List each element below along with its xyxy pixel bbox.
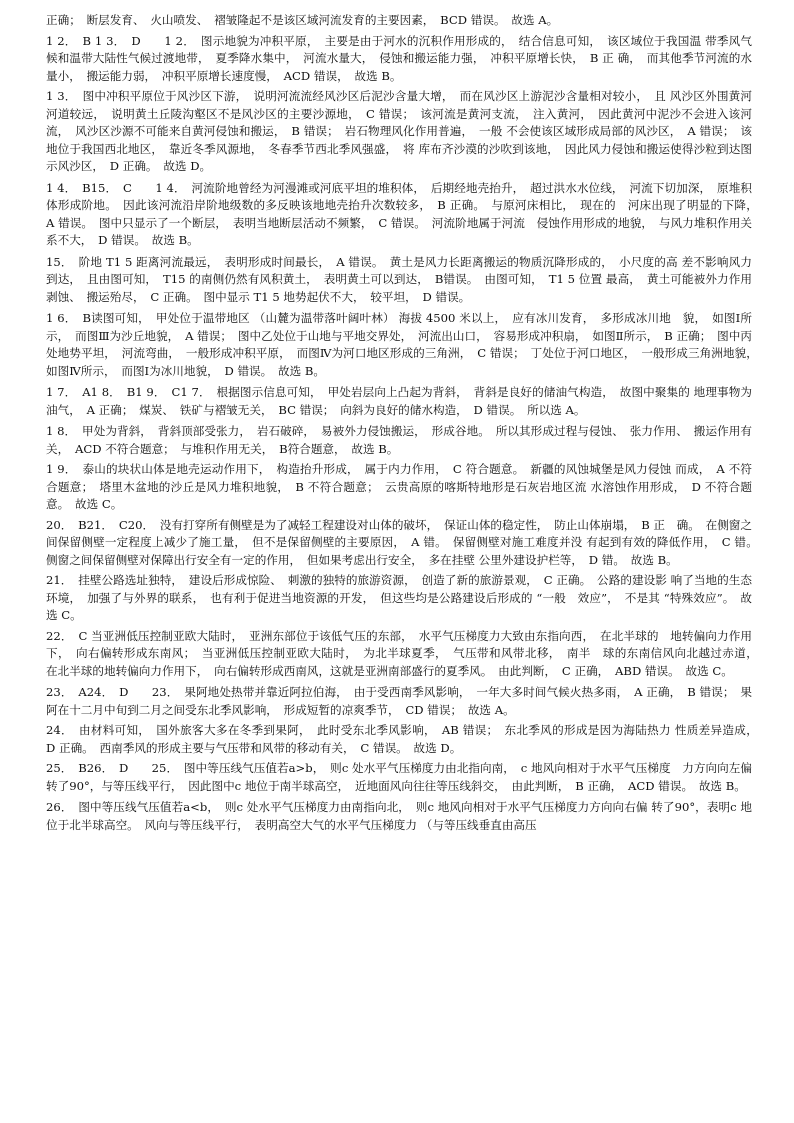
paragraph-q20: 20． B21． C20． 没有打穿所有侧壁是为了减轻工程建设对山体的破坏， 保证山体的稳定性， 防止山体崩塌， B 正 确。 在侧窗之间保留侧壁一定程度上减少了施工量， 但不是保留侧壁的主要原因， A 错。 保留侧壁对施工难度并没 有起到有效的降低作用， C 错。 侧窗之间保留侧壁对保障出行安全有一定的作用， 但如果考虑出行安全， 多在挂壁 公里外建设护栏等， D 错。 故选 B。	[46, 517, 764, 567]
paragraph-q12: 1 2． B 1 3． D 1 2． 图示地貌为冲积平原， 主要是由于河水的沉积作用形成的， 结合信息可知， 该区域位于我国温 带季风气候和温带大陆性气候过渡地带， 夏季降水集中， 河流水量大， 侵蚀和搬运能力强， 冲积平原增长快， B 正 确， 而其他季节河流的水量小， 搬运能力弱， 冲积平原增长速度慢， ACD 错误， 故选 B。	[46, 33, 752, 83]
paragraph-intro: 正确； 断层发育、 火山喷发、 褶皱隆起不是该区域河流发育的主要因素， BCD 错误。 故选 A。	[46, 13, 559, 27]
paragraph-q21: 21． 挂壁公路选址独特， 建设后形成惊险、 刺激的独特的旅游资源， 创造了新的旅游景观， C 正确。 公路的建设影 响了当地的生态环境， 加强了与外界的联系， 也有利于促进当地资源的开发， 但这些均是公路建设后形成的 “一般 效应”， 不是其 “特殊效应”。 故选 C。	[46, 573, 752, 622]
paragraph-q25: 25． B26． D 25． 图中等压线气压值若a>b， 则c 处水平气压梯度力由北指向南， c 地风向相对于水平气压梯度 力方向向左偏转了90°，与等压线平行， 因此图中c 地位于南半球高空， 近地面风向往往等压线斜交， 由此判断， B 正确， ACD 错误。 故选 B。	[46, 761, 752, 793]
paragraph-q17: 1 7． A1 8． B1 9． C1 7． 根据图示信息可知， 甲处岩层向上凸起为背斜， 背斜是良好的储油气构造， 故图中聚集的 地理事物为油气， A 正确； 煤炭、 铁矿与褶皱无关， BC 错误； 向斜为良好的储水构造， D 错误。 所以选 A。	[46, 385, 752, 417]
paragraph-q18: 1 8． 甲处为背斜， 背斜顶部受张力， 岩石破碎， 易被外力侵蚀搬运， 形成谷地。 所以其形成过程与侵蚀、 张力作用、 搬运作用有关， ACD 不符合题意； 与堆积作用无关， B符合题意， 故选 B。	[46, 424, 752, 456]
paragraph-q24: 24． 由材料可知， 国外旅客大多在冬季到果阿， 此时受东北季风影响， AB 错误； 东北季风的形成是因为海陆热力 性质差异造成， D 正确。 西南季风的形成主要与气压带和风带的移动有关， C 错误。 故选 D。	[46, 723, 764, 755]
paragraph-q23: 23． A24． D 23． 果阿地处热带并靠近阿拉伯海， 由于受西南季风影响， 一年大多时间气候火热多雨， A 正确， B 错误； 果阿在十二月中旬到二月之间受东北季风影响， 形成短暂的凉爽季节， CD 错误； 故选 A。	[46, 685, 752, 717]
paragraph-q15: 15． 阶地 T1 5 距离河流最远， 表明形成时间最长， A 错误。 黄土是风力长距离搬运的物质沉降形成的， 小尺度的高 差不影响风力到达， 且由图可知， T15 的南侧仍然有风积黄土， 表明黄土可以到达， B错误。 由图可知， T1 5 位置 最高， 黄土可能被外力作用剥蚀、 搬运殆尽， C 正确。 图中显示 T1 5 地势起伏不大， 较平坦， D 错误。	[46, 254, 752, 304]
paragraph-q16: 1 6． B读图可知， 甲处位于温带地区 （山麓为温带落叶阔叶林） 海拔 4500 米以上， 应有冰川发育， 多形成冰川地 貌， 如图Ⅰ所示， 而图Ⅲ为沙丘地貌， A 错误； 图中乙处位于山地与平地交界处， 河流出山口， 容易形成冲积扇， 如图Ⅱ所示， B 正确； 图中丙处地势平坦， 河流弯曲， 一般形成冲积平原， 而图Ⅳ为河口地区形成的三角洲， C 错误； 丁处位于河口地区， 一般形成三角洲地貌， 如图Ⅳ所示， 而图Ⅰ为冰川地貌， D 错误。 故选 B。	[46, 311, 764, 378]
paragraph-q13: 1 3． 图中冲积平原位于风沙区下游， 说明河流流经风沙区后泥沙含量大增， 而在风沙区上游泥沙含量相对较小， 且 风沙区外围黄河河道较远， 说明黄土丘陵沟壑区不是风沙区的主要沙源地， C 错误； 该河流是黄河支流， 注入黄河， 因此黄河中泥沙不会进入该河流， 风沙区沙源不可能来自黄河侵蚀和搬运， B 错误； 岩石物理风化作用普遍， 一般 不会使该区域形成局部的风沙区， A 错误； 该地位于我国西北地区， 靠近冬季风源地， 冬春季节西北季风强盛， 将 库布齐沙漠的沙吹到该地， 因此风力侵蚀和搬运使得沙粒到达图示风沙区， D 正确。 故选 D。	[46, 89, 752, 173]
answer-document	[46, 12, 764, 837]
paragraph-q26: 26． 图中等压线气压值若a<b， 则c 处水平气压梯度力由南指向北， 则c 地风向相对于水平气压梯度力方向向右偏 转了90°，表明c 地位于北半球高空。 风向与等压线平行， 表明高空大气的水平气压梯度力 （与等压线垂直由高压	[46, 800, 752, 832]
paragraph-q19: 1 9． 泰山的块状山体是地壳运动作用下， 构造抬升形成， 属于内力作用， C 符合题意。 新疆的风蚀城堡是风力侵蚀 而成， A 不符合题意； 塔里木盆地的沙丘是风力堆积地貌， B 不符合题意； 云贵高原的喀斯特地形是石灰岩地区流 水溶蚀作用形成， D 不符合题意。 故选 C。	[46, 462, 752, 511]
paragraph-q14: 1 4． B15． C 1 4． 河流阶地曾经为河漫滩或河底平坦的堆积体， 后期经地壳抬升， 超过洪水水位线， 河流下切加深， 原堆积体形成阶地。 因此该河流沿岸阶地级数的多反映该地地壳抬升次数较多， B 正确。 与原河床相比， 现在的 河床出现了明显的下降， A 错误。 图中只显示了一个断层， 表明当地断层活动不频繁， C 错误。 河流阶地属于河流 侵蚀作用形成的地貌， 与风力堆积作用关系不大， D 错误。 故选 B。	[46, 180, 764, 247]
paragraph-q22: 22． C 当亚洲低压控制亚欧大陆时， 亚洲东部位于该低气压的东部， 水平气压梯度力大致由东指向西， 在北半球的 地转偏向力作用下， 向右偏转形成东南风； 当亚洲低压控制亚欧大陆时， 为北半球夏季， 气压带和风带北移， 南半 球的东南信风向北越过赤道， 在北半球的地转偏向力作用下， 向右偏转形成西南风，这就是亚洲南部盛行的夏季风。 由此判断， C 正确， ABD 错误。 故选 C。	[46, 628, 764, 678]
